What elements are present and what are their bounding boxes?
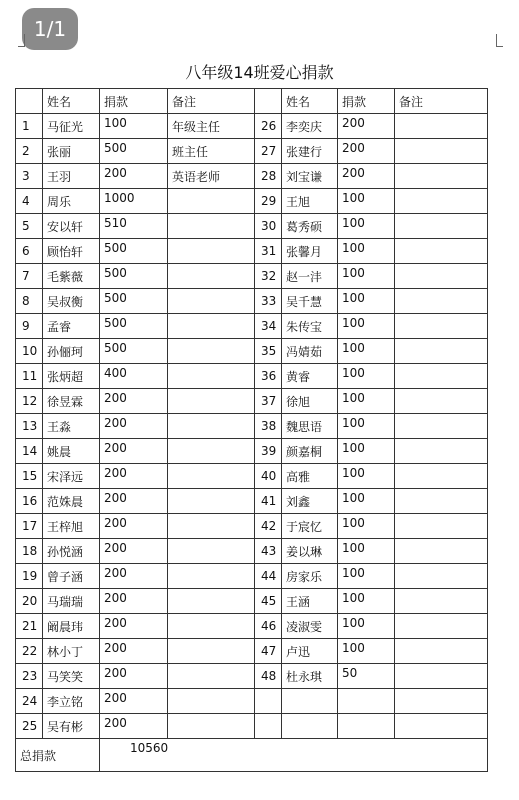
left-amount-cell: 500 [100, 289, 168, 314]
left-note-cell: 年级主任 [168, 114, 255, 139]
left-note-cell [168, 639, 255, 664]
right-note-cell [395, 664, 488, 689]
left-name-cell: 张丽 [43, 139, 100, 164]
left-note-cell [168, 514, 255, 539]
right-amount-cell: 100 [338, 264, 395, 289]
right-amount-cell: 100 [338, 389, 395, 414]
left-name-cell: 吴有彬 [43, 714, 100, 739]
right-note-cell [395, 139, 488, 164]
left-name-cell: 王羽 [43, 164, 100, 189]
right-amount-cell: 100 [338, 214, 395, 239]
right-number-cell: 43 [255, 539, 282, 564]
left-name-cell: 孙俪珂 [43, 339, 100, 364]
right-amount-cell: 100 [338, 489, 395, 514]
left-name-cell: 吴叔衡 [43, 289, 100, 314]
left-name-cell: 姚晨 [43, 439, 100, 464]
right-note-cell [395, 464, 488, 489]
left-note-cell [168, 314, 255, 339]
right-note-cell [395, 489, 488, 514]
right-note-cell [395, 339, 488, 364]
left-name-cell: 张炳超 [43, 364, 100, 389]
table-row [16, 189, 488, 214]
right-note-cell [395, 239, 488, 264]
right-number-cell: 35 [255, 339, 282, 364]
left-note-cell [168, 489, 255, 514]
left-number-cell: 24 [16, 689, 43, 714]
right-note-cell [395, 439, 488, 464]
table-row [16, 264, 488, 289]
right-amount-cell: 100 [338, 289, 395, 314]
table-row [16, 639, 488, 664]
right-amount-cell: 50 [338, 664, 395, 689]
right-number-cell: 29 [255, 189, 282, 214]
right-number-cell: 30 [255, 214, 282, 239]
right-amount-cell: 100 [338, 464, 395, 489]
right-note-cell [395, 264, 488, 289]
right-name-cell: 卢迅 [282, 639, 338, 664]
right-number-cell: 45 [255, 589, 282, 614]
right-note-cell [395, 514, 488, 539]
right-amount-cell: 100 [338, 614, 395, 639]
right-amount-cell: 100 [338, 239, 395, 264]
right-amount-cell [338, 714, 395, 739]
table-header-row [16, 89, 488, 114]
right-number-cell [255, 689, 282, 714]
right-number-cell: 39 [255, 439, 282, 464]
left-note-cell [168, 364, 255, 389]
left-number-cell: 17 [16, 514, 43, 539]
right-note-cell [395, 539, 488, 564]
right-number-cell: 38 [255, 414, 282, 439]
left-number-cell: 10 [16, 339, 43, 364]
right-name-cell: 赵一沣 [282, 264, 338, 289]
left-amount-cell: 200 [100, 689, 168, 714]
left-amount-cell: 200 [100, 614, 168, 639]
document-title: 八年级14班爱心捐款 [185, 63, 334, 82]
right-amount-cell: 100 [338, 339, 395, 364]
right-note-cell [395, 589, 488, 614]
right-amount-cell: 100 [338, 414, 395, 439]
left-name-cell: 马瑞瑞 [43, 589, 100, 614]
table-row [16, 489, 488, 514]
left-number-cell: 25 [16, 714, 43, 739]
table-body [16, 114, 488, 739]
right-number-cell: 48 [255, 664, 282, 689]
donation-table [15, 88, 488, 772]
right-number-cell: 46 [255, 614, 282, 639]
left-name-cell: 周乐 [43, 189, 100, 214]
table-row [16, 139, 488, 164]
left-name-cell: 阚晨玮 [43, 614, 100, 639]
right-name-cell: 吴千慧 [282, 289, 338, 314]
right-amount-cell: 100 [338, 439, 395, 464]
left-note-cell: 班主任 [168, 139, 255, 164]
right-name-cell: 凌淑雯 [282, 614, 338, 639]
left-name-cell: 孟睿 [43, 314, 100, 339]
left-amount-cell: 200 [100, 164, 168, 189]
left-note-cell [168, 239, 255, 264]
left-name-cell: 孙悦涵 [43, 539, 100, 564]
left-amount-cell: 200 [100, 539, 168, 564]
table-row [16, 239, 488, 264]
right-amount-cell: 200 [338, 164, 395, 189]
left-number-cell: 16 [16, 489, 43, 514]
left-amount-cell: 200 [100, 489, 168, 514]
right-name-cell: 朱传宝 [282, 314, 338, 339]
right-name-cell: 杜永琪 [282, 664, 338, 689]
left-note-cell [168, 289, 255, 314]
left-number-cell: 13 [16, 414, 43, 439]
left-amount-cell: 400 [100, 364, 168, 389]
table-row [16, 464, 488, 489]
left-note-cell [168, 414, 255, 439]
left-amount-cell: 500 [100, 264, 168, 289]
table-row [16, 339, 488, 364]
left-number-cell: 6 [16, 239, 43, 264]
left-amount-cell: 200 [100, 514, 168, 539]
right-note-cell [395, 314, 488, 339]
right-amount-cell: 100 [338, 539, 395, 564]
left-amount-cell: 200 [100, 639, 168, 664]
right-note-cell [395, 389, 488, 414]
left-name-cell: 曾子涵 [43, 564, 100, 589]
left-amount-cell: 200 [100, 714, 168, 739]
left-number-cell: 12 [16, 389, 43, 414]
left-number-cell: 22 [16, 639, 43, 664]
left-note-cell [168, 564, 255, 589]
right-name-cell: 于宸忆 [282, 514, 338, 539]
table-row [16, 664, 488, 689]
header-name-right: 姓名 [282, 89, 338, 114]
table-row [16, 389, 488, 414]
left-number-cell: 7 [16, 264, 43, 289]
right-name-cell: 葛秀硕 [282, 214, 338, 239]
right-note-cell [395, 214, 488, 239]
left-number-cell: 19 [16, 564, 43, 589]
right-name-cell: 颜嘉桐 [282, 439, 338, 464]
header-number-right [255, 89, 282, 114]
left-number-cell: 5 [16, 214, 43, 239]
right-name-cell [282, 689, 338, 714]
left-name-cell: 顾怡轩 [43, 239, 100, 264]
table-row [16, 364, 488, 389]
right-note-cell [395, 564, 488, 589]
right-name-cell: 王旭 [282, 189, 338, 214]
right-name-cell: 张建行 [282, 139, 338, 164]
table-row [16, 564, 488, 589]
left-name-cell: 王淼 [43, 414, 100, 439]
right-note-cell [395, 189, 488, 214]
right-note-cell [395, 689, 488, 714]
right-number-cell: 44 [255, 564, 282, 589]
total-row [16, 739, 488, 772]
left-number-cell: 14 [16, 439, 43, 464]
right-name-cell: 魏思语 [282, 414, 338, 439]
right-number-cell [255, 714, 282, 739]
right-amount-cell: 100 [338, 564, 395, 589]
right-number-cell: 32 [255, 264, 282, 289]
right-name-cell: 刘鑫 [282, 489, 338, 514]
left-amount-cell: 200 [100, 564, 168, 589]
total-value: 10560 [100, 739, 488, 772]
left-number-cell: 18 [16, 539, 43, 564]
left-note-cell [168, 389, 255, 414]
right-number-cell: 34 [255, 314, 282, 339]
left-amount-cell: 200 [100, 664, 168, 689]
header-note-right: 备注 [395, 89, 488, 114]
right-number-cell: 26 [255, 114, 282, 139]
left-note-cell [168, 714, 255, 739]
right-number-cell: 41 [255, 489, 282, 514]
left-number-cell: 8 [16, 289, 43, 314]
left-note-cell: 英语老师 [168, 164, 255, 189]
left-amount-cell: 100 [100, 114, 168, 139]
left-note-cell [168, 464, 255, 489]
left-amount-cell: 500 [100, 139, 168, 164]
table-row [16, 539, 488, 564]
table-row [16, 414, 488, 439]
table-row [16, 114, 488, 139]
right-number-cell: 37 [255, 389, 282, 414]
right-number-cell: 42 [255, 514, 282, 539]
left-name-cell: 宋泽远 [43, 464, 100, 489]
left-note-cell [168, 264, 255, 289]
right-note-cell [395, 289, 488, 314]
right-name-cell: 冯婧茹 [282, 339, 338, 364]
left-note-cell [168, 339, 255, 364]
left-name-cell: 马征光 [43, 114, 100, 139]
left-note-cell [168, 539, 255, 564]
right-name-cell: 高雅 [282, 464, 338, 489]
left-amount-cell: 200 [100, 439, 168, 464]
total-label: 总捐款 [16, 739, 100, 772]
left-amount-cell: 200 [100, 464, 168, 489]
left-name-cell: 李立铭 [43, 689, 100, 714]
table-row [16, 289, 488, 314]
left-amount-cell: 500 [100, 339, 168, 364]
crop-mark-top-left [18, 34, 25, 47]
right-name-cell: 张馨月 [282, 239, 338, 264]
table-row [16, 614, 488, 639]
right-amount-cell: 100 [338, 514, 395, 539]
right-note-cell [395, 714, 488, 739]
right-number-cell: 36 [255, 364, 282, 389]
table-row [16, 314, 488, 339]
right-number-cell: 31 [255, 239, 282, 264]
right-number-cell: 28 [255, 164, 282, 189]
left-note-cell [168, 439, 255, 464]
right-amount-cell [338, 689, 395, 714]
right-note-cell [395, 164, 488, 189]
table-row [16, 714, 488, 739]
left-name-cell: 马笑笑 [43, 664, 100, 689]
right-name-cell [282, 714, 338, 739]
left-note-cell [168, 614, 255, 639]
right-amount-cell: 100 [338, 314, 395, 339]
left-number-cell: 3 [16, 164, 43, 189]
right-number-cell: 40 [255, 464, 282, 489]
right-number-cell: 27 [255, 139, 282, 164]
left-number-cell: 4 [16, 189, 43, 214]
left-amount-cell: 500 [100, 314, 168, 339]
crop-mark-top-right [496, 34, 503, 47]
right-name-cell: 王涵 [282, 589, 338, 614]
table-row [16, 439, 488, 464]
right-note-cell [395, 639, 488, 664]
left-name-cell: 范姝晨 [43, 489, 100, 514]
left-number-cell: 2 [16, 139, 43, 164]
right-amount-cell: 100 [338, 589, 395, 614]
left-note-cell [168, 589, 255, 614]
right-amount-cell: 100 [338, 189, 395, 214]
header-name-left: 姓名 [43, 89, 100, 114]
table-row [16, 589, 488, 614]
left-note-cell [168, 664, 255, 689]
header-amount-right: 捐款 [338, 89, 395, 114]
left-number-cell: 11 [16, 364, 43, 389]
header-amount-left: 捐款 [100, 89, 168, 114]
table-row [16, 214, 488, 239]
left-amount-cell: 500 [100, 239, 168, 264]
right-amount-cell: 200 [338, 114, 395, 139]
right-name-cell: 黄睿 [282, 364, 338, 389]
left-amount-cell: 1000 [100, 189, 168, 214]
right-name-cell: 李奕庆 [282, 114, 338, 139]
left-amount-cell: 200 [100, 589, 168, 614]
right-amount-cell: 100 [338, 639, 395, 664]
left-name-cell: 王梓旭 [43, 514, 100, 539]
right-note-cell [395, 414, 488, 439]
table-row [16, 164, 488, 189]
right-name-cell: 房家乐 [282, 564, 338, 589]
right-amount-cell: 200 [338, 139, 395, 164]
header-number-left [16, 89, 43, 114]
right-name-cell: 姜以琳 [282, 539, 338, 564]
left-number-cell: 23 [16, 664, 43, 689]
right-name-cell: 刘宝谦 [282, 164, 338, 189]
right-number-cell: 33 [255, 289, 282, 314]
left-amount-cell: 200 [100, 389, 168, 414]
right-number-cell: 47 [255, 639, 282, 664]
page-indicator-text: 1/1 [33, 17, 67, 41]
right-amount-cell: 100 [338, 364, 395, 389]
left-amount-cell: 200 [100, 414, 168, 439]
left-number-cell: 1 [16, 114, 43, 139]
left-amount-cell: 510 [100, 214, 168, 239]
left-note-cell [168, 214, 255, 239]
right-note-cell [395, 614, 488, 639]
table-row [16, 689, 488, 714]
header-note-left: 备注 [168, 89, 255, 114]
right-note-cell [395, 364, 488, 389]
left-name-cell: 安以轩 [43, 214, 100, 239]
right-note-cell [395, 114, 488, 139]
left-name-cell: 毛紫薇 [43, 264, 100, 289]
right-name-cell: 徐旭 [282, 389, 338, 414]
left-number-cell: 15 [16, 464, 43, 489]
left-number-cell: 21 [16, 614, 43, 639]
left-note-cell [168, 689, 255, 714]
left-number-cell: 9 [16, 314, 43, 339]
left-name-cell: 徐昱霖 [43, 389, 100, 414]
left-name-cell: 林小丁 [43, 639, 100, 664]
left-note-cell [168, 189, 255, 214]
left-number-cell: 20 [16, 589, 43, 614]
table-row [16, 514, 488, 539]
page-indicator[interactable] [22, 8, 78, 50]
